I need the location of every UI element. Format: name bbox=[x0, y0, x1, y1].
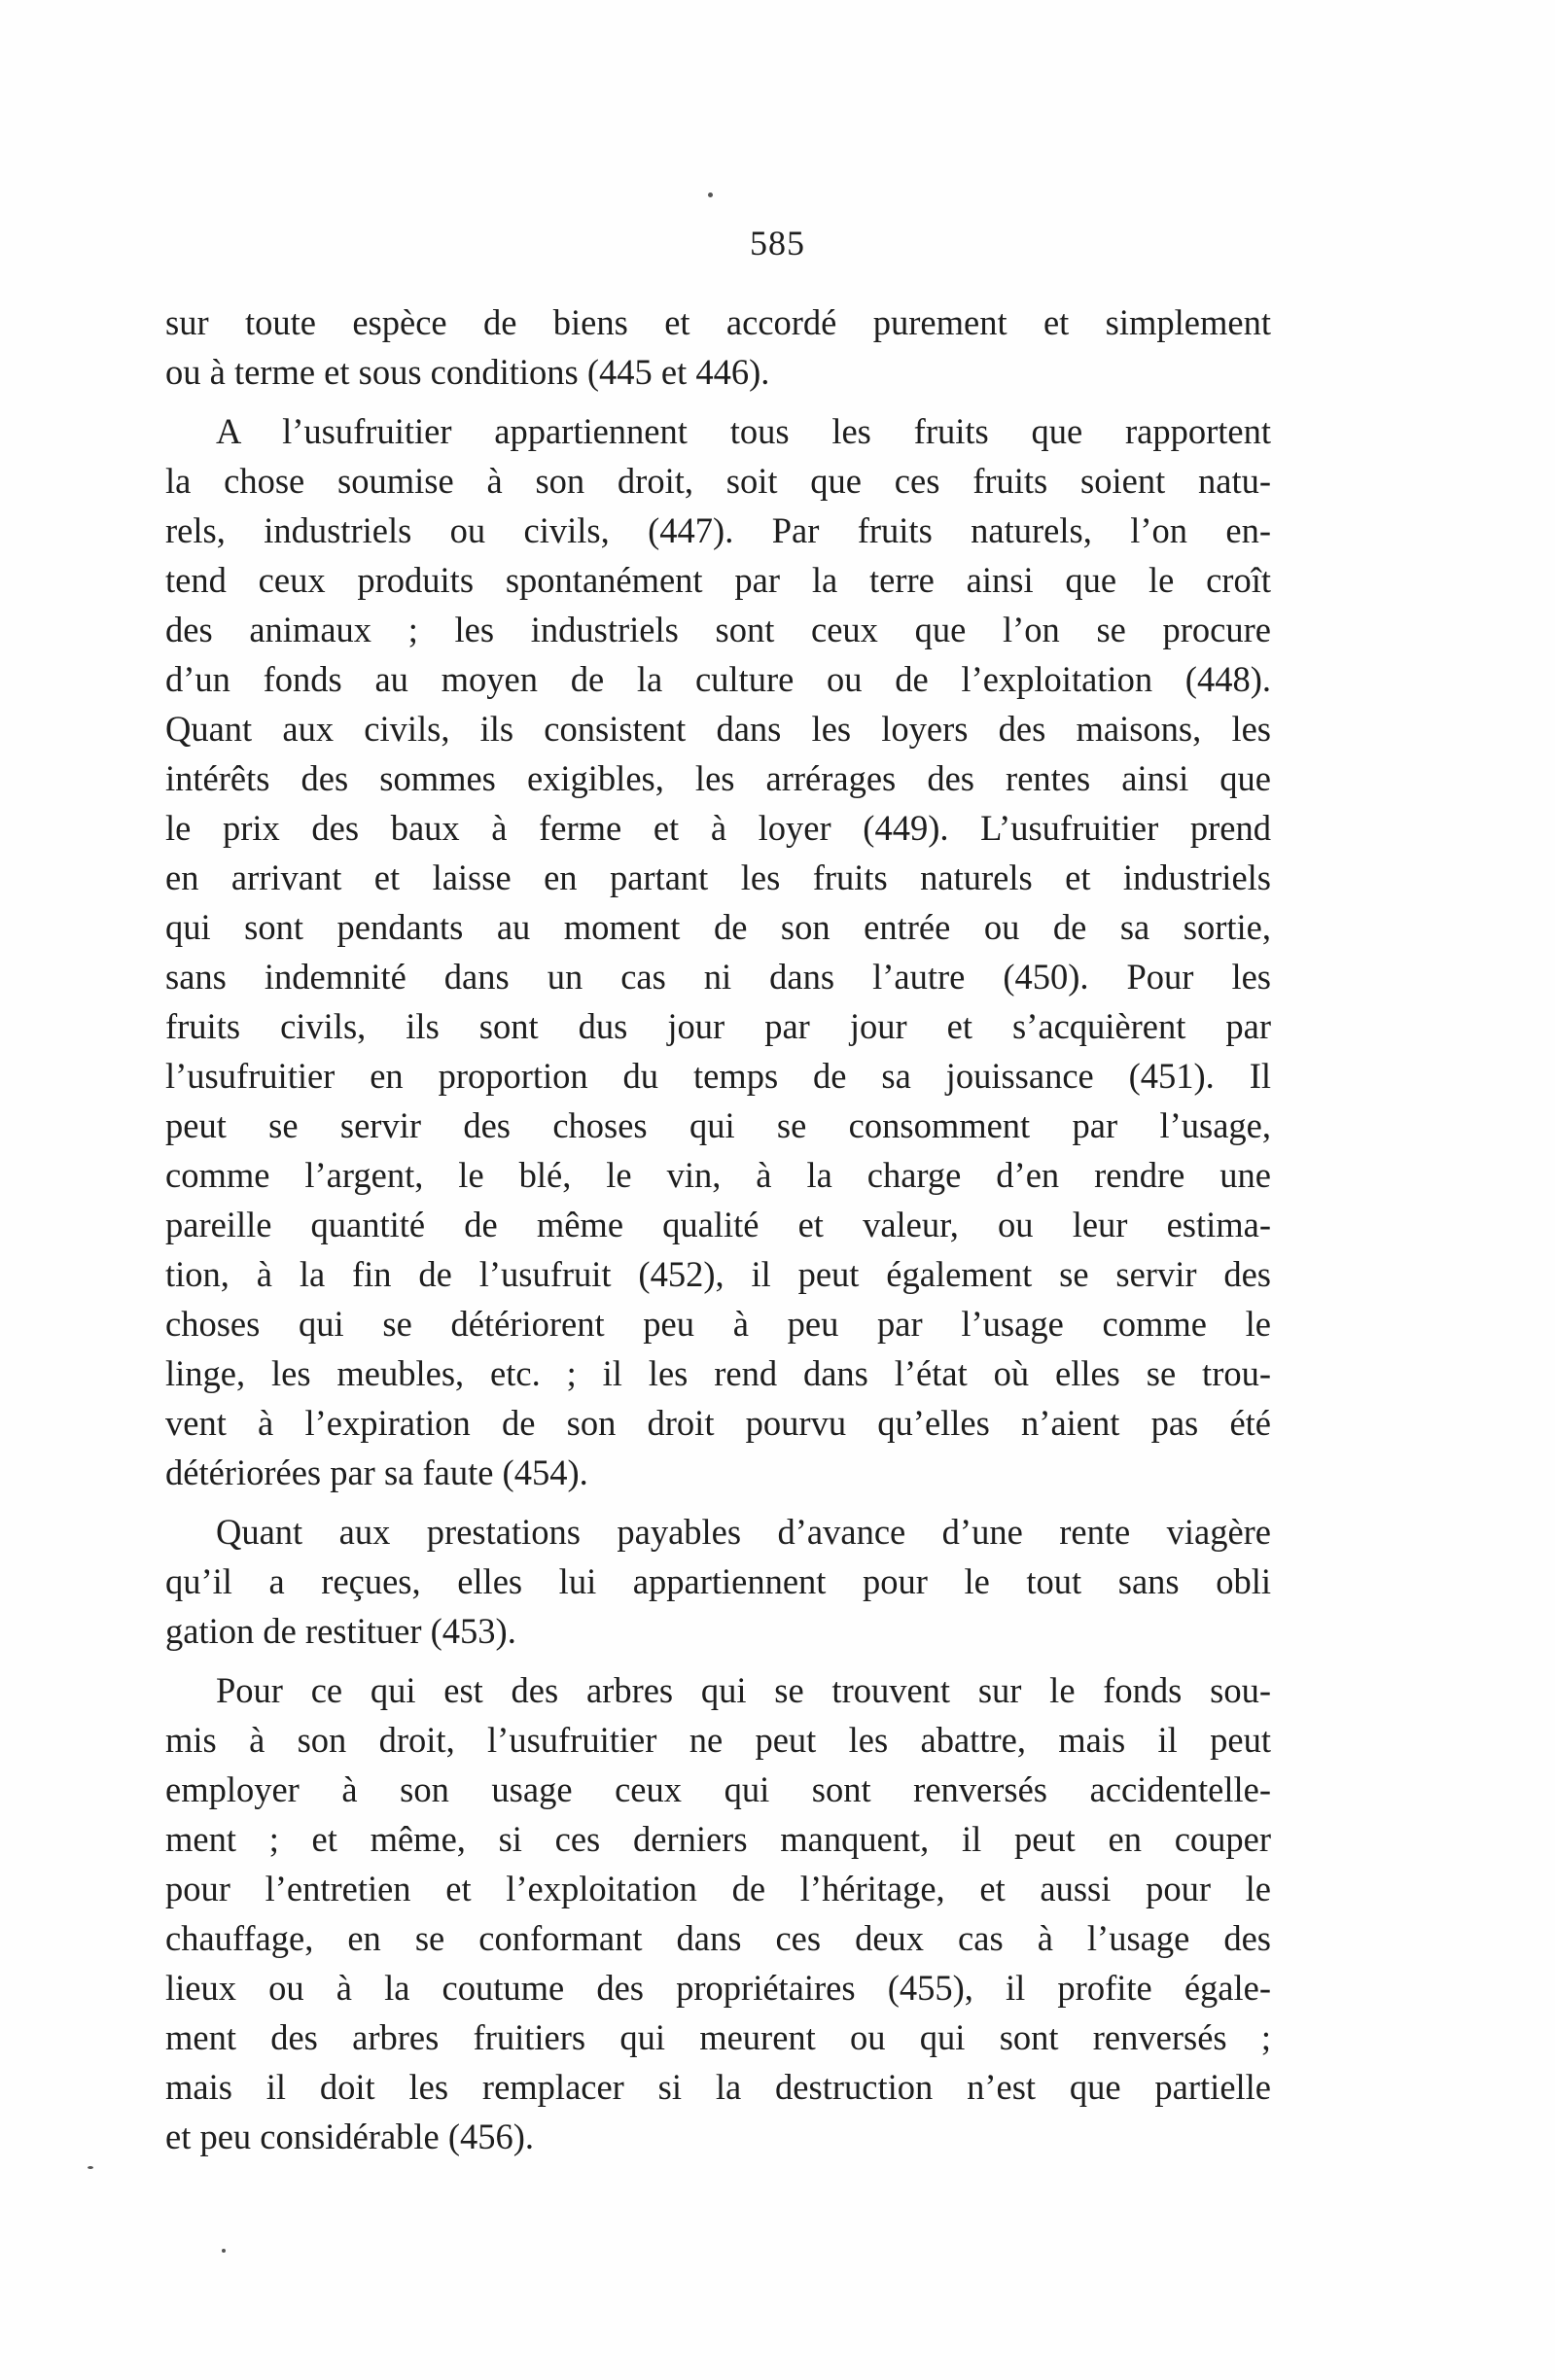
text-line: tend ceux produits spontanément par la terre ainsi que le croît bbox=[165, 560, 1271, 600]
text-line: ou à terme et sous conditions (445 et 446). bbox=[165, 352, 770, 392]
text-line: tion, à la fin de l’usufruit (452), il peut également se servir des bbox=[165, 1254, 1271, 1294]
text-line: détériorées par sa faute (454). bbox=[165, 1452, 588, 1492]
text-line: qui sont pendants au moment de son entrée ou de sa sortie, bbox=[165, 907, 1271, 947]
text-line: le prix des baux à ferme et à loyer (449). L’usufruitier prend bbox=[165, 808, 1271, 848]
text-line: lieux ou à la coutume des propriétaires (455), il profite égale- bbox=[165, 1968, 1271, 2008]
text-line: des animaux ; les industriels sont ceux que l’on se procure bbox=[165, 610, 1271, 649]
text-line: rels, industriels ou civils, (447). Par fruits naturels, l’on en- bbox=[165, 510, 1271, 550]
text-line: A l’usufruitier appartiennent tous les fruits que rapportent bbox=[216, 411, 1271, 451]
paragraph bbox=[165, 298, 1271, 397]
text-line: sans indemnité dans un cas ni dans l’autre (450). Pour les bbox=[165, 957, 1271, 997]
text-line: vent à l’expiration de son droit pourvu qu’elles n’aient pas été bbox=[165, 1403, 1271, 1443]
ink-speck bbox=[222, 2249, 226, 2253]
text-line: l’usufruitier en proportion du temps de sa jouissance (451). Il bbox=[165, 1056, 1271, 1096]
paragraph bbox=[165, 1665, 1271, 2161]
ink-speck bbox=[88, 2166, 93, 2169]
text-line: peut se servir des choses qui se consomment par l’usage, bbox=[165, 1105, 1271, 1145]
text-line: gation de restituer (453). bbox=[165, 1611, 516, 1651]
text-line: employer à son usage ceux qui sont renversés accidentelle- bbox=[165, 1769, 1271, 1809]
text-line: mais il doit les remplacer si la destruction n’est que partielle bbox=[165, 2067, 1271, 2107]
text-line: Pour ce qui est des arbres qui se trouvent sur le fonds sou- bbox=[216, 1670, 1271, 1710]
text-line: pour l’entretien et l’exploitation de l’héritage, et aussi pour le bbox=[165, 1869, 1271, 1908]
text-line: linge, les meubles, etc. ; il les rend dans l’état où elles se trou- bbox=[165, 1353, 1271, 1393]
text-line: fruits civils, ils sont dus jour par jour et s’acquièrent par bbox=[165, 1006, 1271, 1046]
text-line: et peu considérable (456). bbox=[165, 2117, 535, 2156]
paragraph bbox=[165, 406, 1271, 1497]
text-line: ment ; et même, si ces derniers manquent, il peut en couper bbox=[165, 1819, 1271, 1859]
body-text bbox=[165, 298, 1271, 2161]
text-line: d’un fonds au moyen de la culture ou de l’exploitation (448). bbox=[165, 659, 1271, 699]
text-line: choses qui se détériorent peu à peu par l’usage comme le bbox=[165, 1304, 1271, 1344]
text-line: chauffage, en se conformant dans ces deux cas à l’usage des bbox=[165, 1918, 1271, 1958]
text-line: pareille quantité de même qualité et valeur, ou leur estima- bbox=[165, 1205, 1271, 1244]
text-line: Quant aux civils, ils consistent dans les loyers des maisons, les bbox=[165, 709, 1271, 749]
text-line: ment des arbres fruitiers qui meurent ou qui sont renversés ; bbox=[165, 2017, 1271, 2057]
text-line: en arrivant et laisse en partant les fruits naturels et industriels bbox=[165, 858, 1271, 897]
paragraph bbox=[165, 1507, 1271, 1656]
text-line: Quant aux prestations payables d’avance d’une rente viagère bbox=[216, 1512, 1271, 1552]
text-line: la chose soumise à son droit, soit que ces fruits soient natu- bbox=[165, 461, 1271, 501]
text-line: intérêts des sommes exigibles, les arrérages des rentes ainsi que bbox=[165, 758, 1271, 798]
text-line: mis à son droit, l’usufruitier ne peut les abattre, mais il peut bbox=[165, 1720, 1271, 1760]
ink-speck bbox=[708, 192, 713, 197]
page-number: 585 bbox=[750, 224, 805, 262]
text-line: qu’il a reçues, elles lui appartiennent pour le tout sans obli bbox=[165, 1561, 1271, 1601]
text-line: comme l’argent, le blé, le vin, à la charge d’en rendre une bbox=[165, 1155, 1271, 1195]
text-line: sur toute espèce de biens et accordé purement et simplement bbox=[165, 302, 1271, 342]
